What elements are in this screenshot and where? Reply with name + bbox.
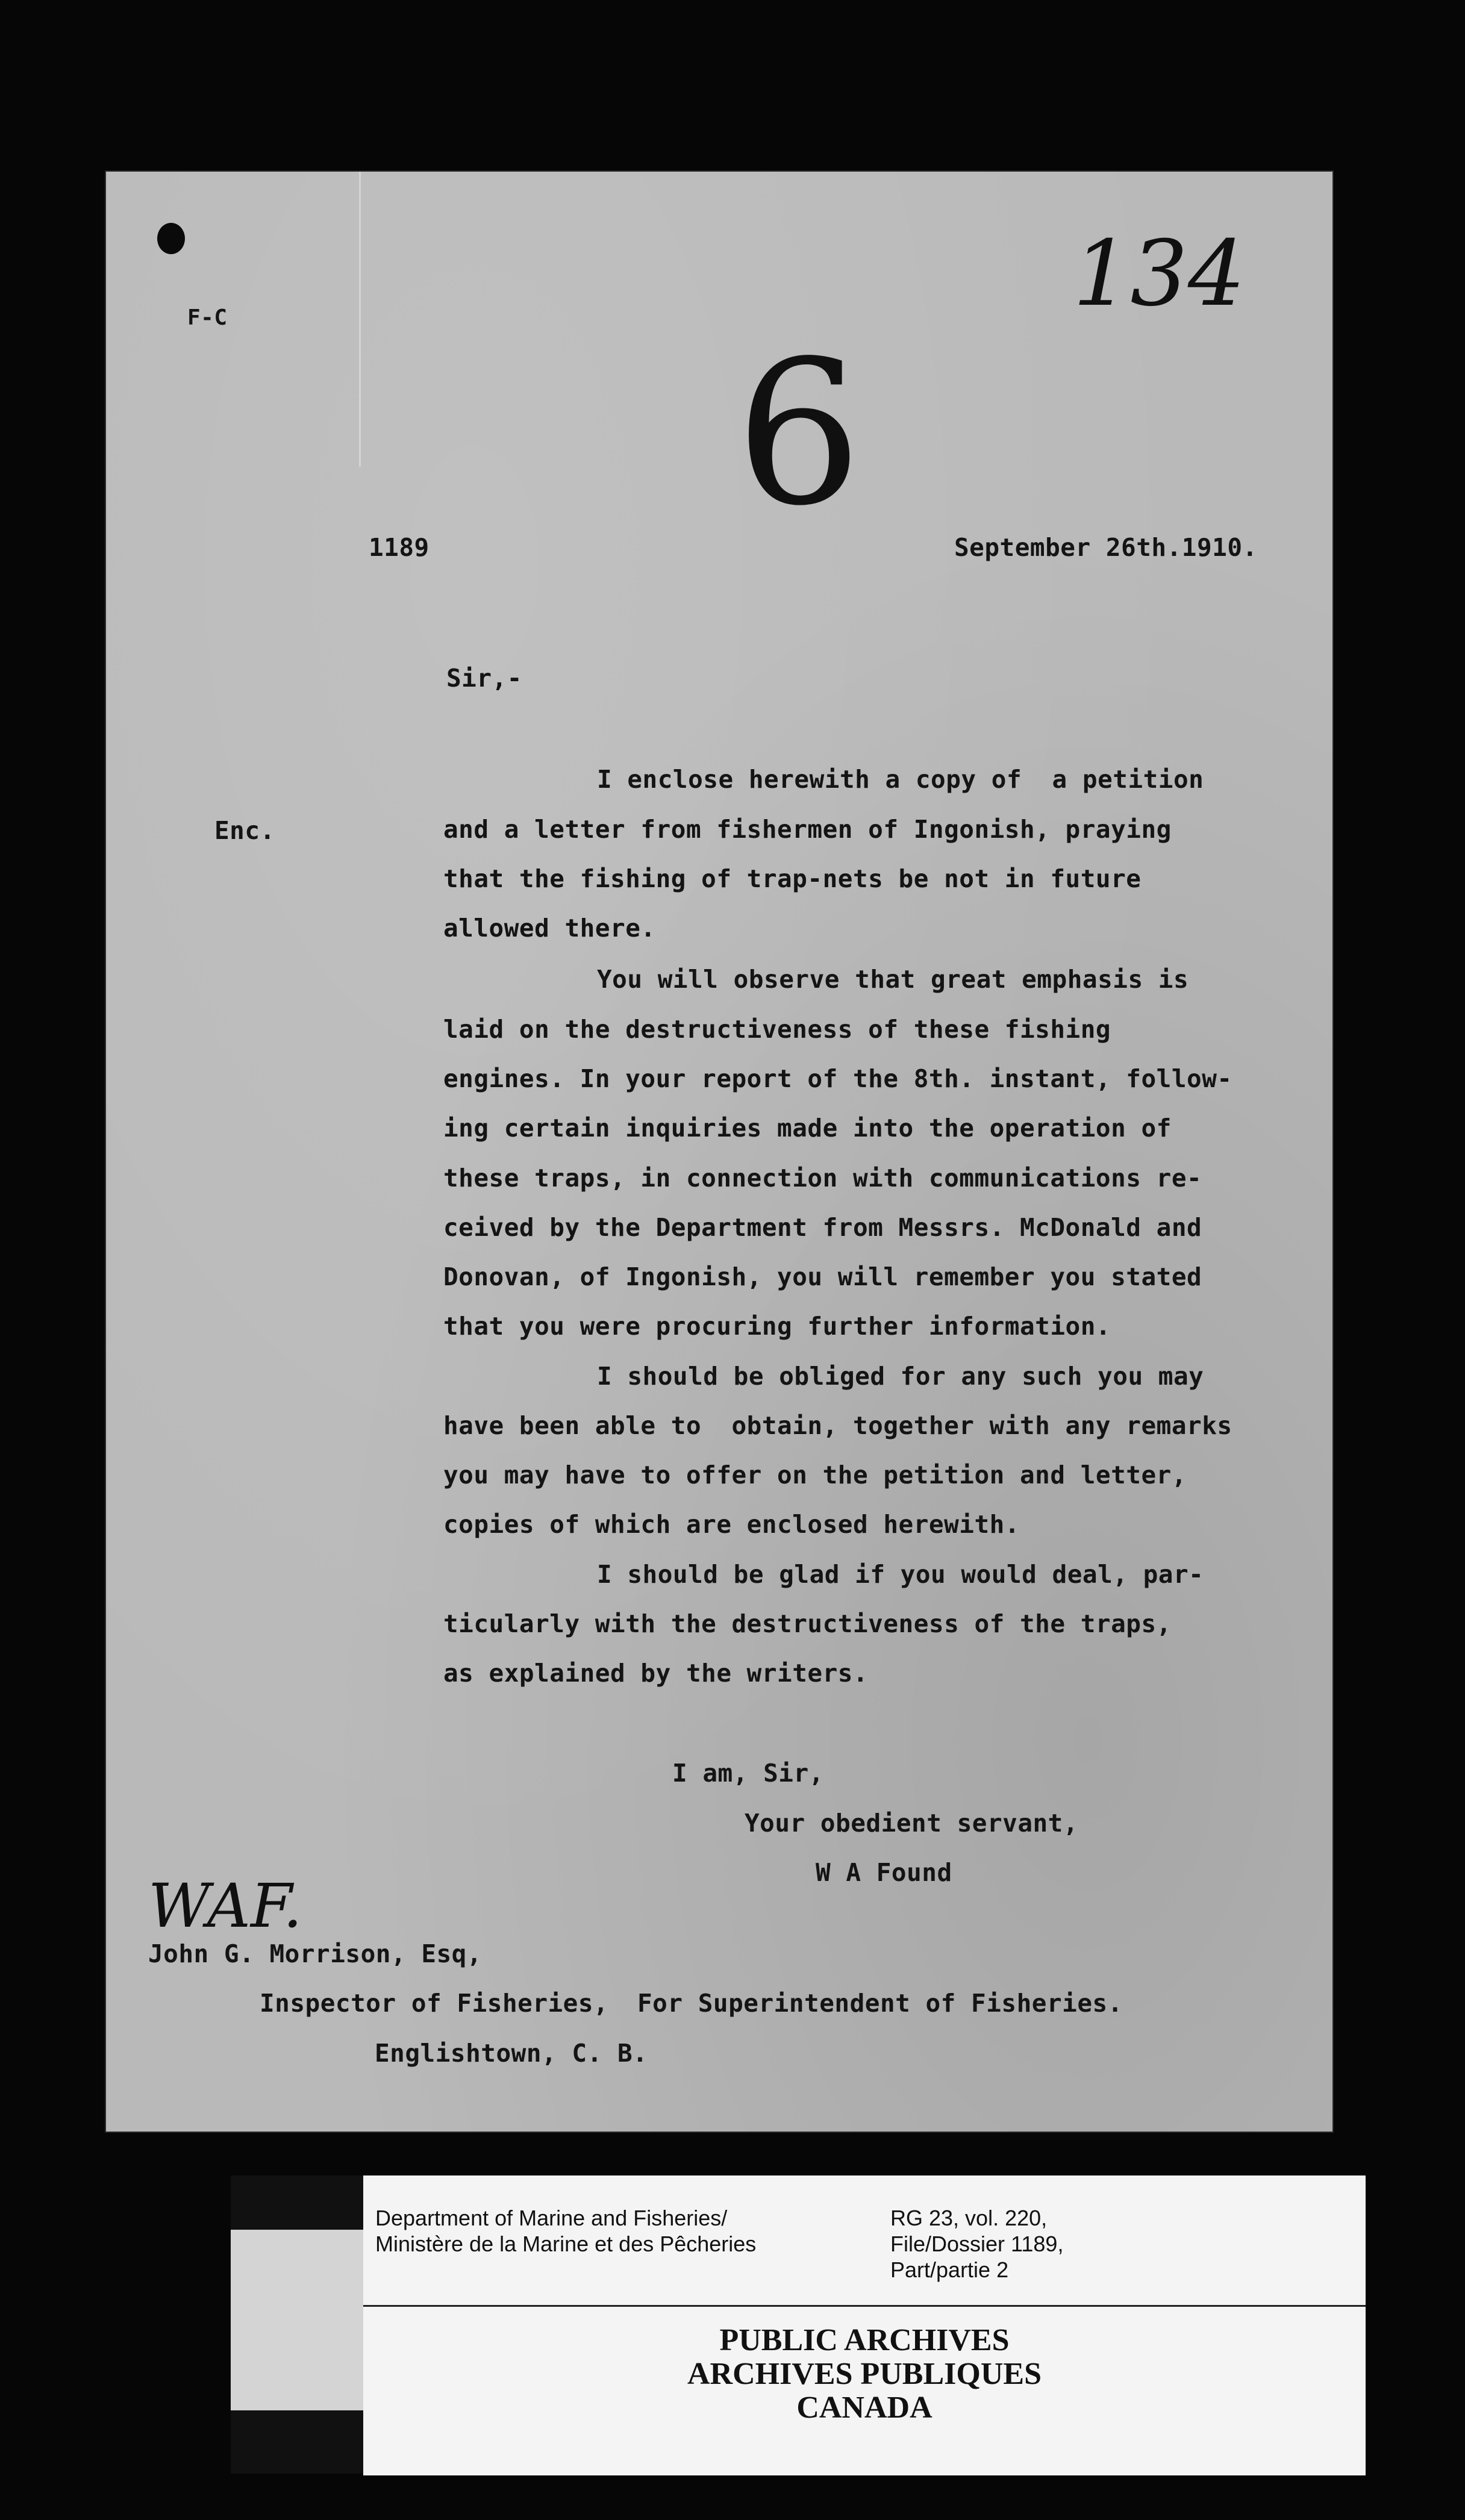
letter-date: September 26th.1910. xyxy=(954,533,1258,562)
addressee-name: John G. Morrison, Esq, xyxy=(148,1939,483,1968)
reference-record-group: RG 23, vol. 220, xyxy=(890,2206,1048,2230)
archive-label xyxy=(231,2175,1162,2474)
body-line: I should be obliged for any such you may xyxy=(597,1362,1204,1391)
signatory-title: For Superintendent of Fisheries. xyxy=(637,1989,1123,2018)
body-line: have been able to obtain, together with any remarks xyxy=(443,1411,1232,1440)
closing-line: I am, Sir, xyxy=(672,1759,824,1788)
archive-stamp xyxy=(363,2305,1366,2475)
handwritten-page-number: 134 xyxy=(1073,222,1246,326)
body-line: copies of which are enclosed herewith. xyxy=(443,1510,1020,1539)
signature-name: W A Found xyxy=(816,1858,952,1887)
handwritten-mark: 6 xyxy=(736,318,862,549)
body-line: ticularly with the destructiveness of the traps, xyxy=(443,1609,1172,1638)
body-line: and a letter from fishermen of Ingonish, praying xyxy=(443,815,1172,844)
body-line: engines. In your report of the 8th. instant, follow- xyxy=(443,1064,1232,1093)
body-line: ing certain inquiries made into the operation of xyxy=(443,1114,1172,1143)
body-line: ceived by the Department from Messrs. McDonald and xyxy=(443,1213,1202,1242)
stamp-line-country: CANADA xyxy=(796,2391,932,2425)
body-line: laid on the destructiveness of these fishing xyxy=(443,1015,1111,1044)
body-line: that you were procuring further information. xyxy=(443,1312,1111,1341)
body-line: that the fishing of trap-nets be not in future xyxy=(443,864,1142,893)
archive-reference-card xyxy=(363,2175,1366,2305)
closing-line: Your obedient servant, xyxy=(745,1809,1079,1838)
body-line: as explained by the writers. xyxy=(443,1659,869,1688)
stamp-line-french: ARCHIVES PUBLIQUES xyxy=(687,2357,1042,2391)
body-line: You will observe that great emphasis is xyxy=(597,965,1189,994)
body-line: allowed there. xyxy=(443,914,656,943)
punch-hole xyxy=(157,223,185,254)
body-line: these traps, in connection with communications re- xyxy=(443,1164,1202,1193)
reference-file: File/Dossier 1189, xyxy=(890,2232,1064,2256)
letter-page xyxy=(106,172,1332,2132)
stamp-line-english: PUBLIC ARCHIVES xyxy=(719,2323,1010,2357)
salutation: Sir,- xyxy=(446,664,522,693)
body-line: Donovan, of Ingonish, you will remember you stated xyxy=(443,1262,1202,1291)
label-tab-left xyxy=(231,2230,369,2410)
form-code: F-C xyxy=(187,305,228,330)
addressee-location: Englishtown, C. B. xyxy=(375,2039,648,2068)
department-english: Department of Marine and Fisheries/ xyxy=(375,2206,728,2230)
body-line: I should be glad if you would deal, par- xyxy=(597,1560,1204,1589)
reference-part: Part/partie 2 xyxy=(890,2257,1009,2282)
handwritten-initials: WAF. xyxy=(148,1871,302,1941)
department-french: Ministère de la Marine et des Pêcheries xyxy=(375,2232,757,2256)
paper-crease xyxy=(359,172,361,467)
body-line: I enclose herewith a copy of a petition xyxy=(597,765,1204,794)
body-line: you may have to offer on the petition and letter, xyxy=(443,1461,1187,1489)
addressee-title: Inspector of Fisheries, xyxy=(260,1989,609,2018)
margin-note-enclosure: Enc. xyxy=(214,816,275,845)
file-number: 1189 xyxy=(369,533,430,562)
